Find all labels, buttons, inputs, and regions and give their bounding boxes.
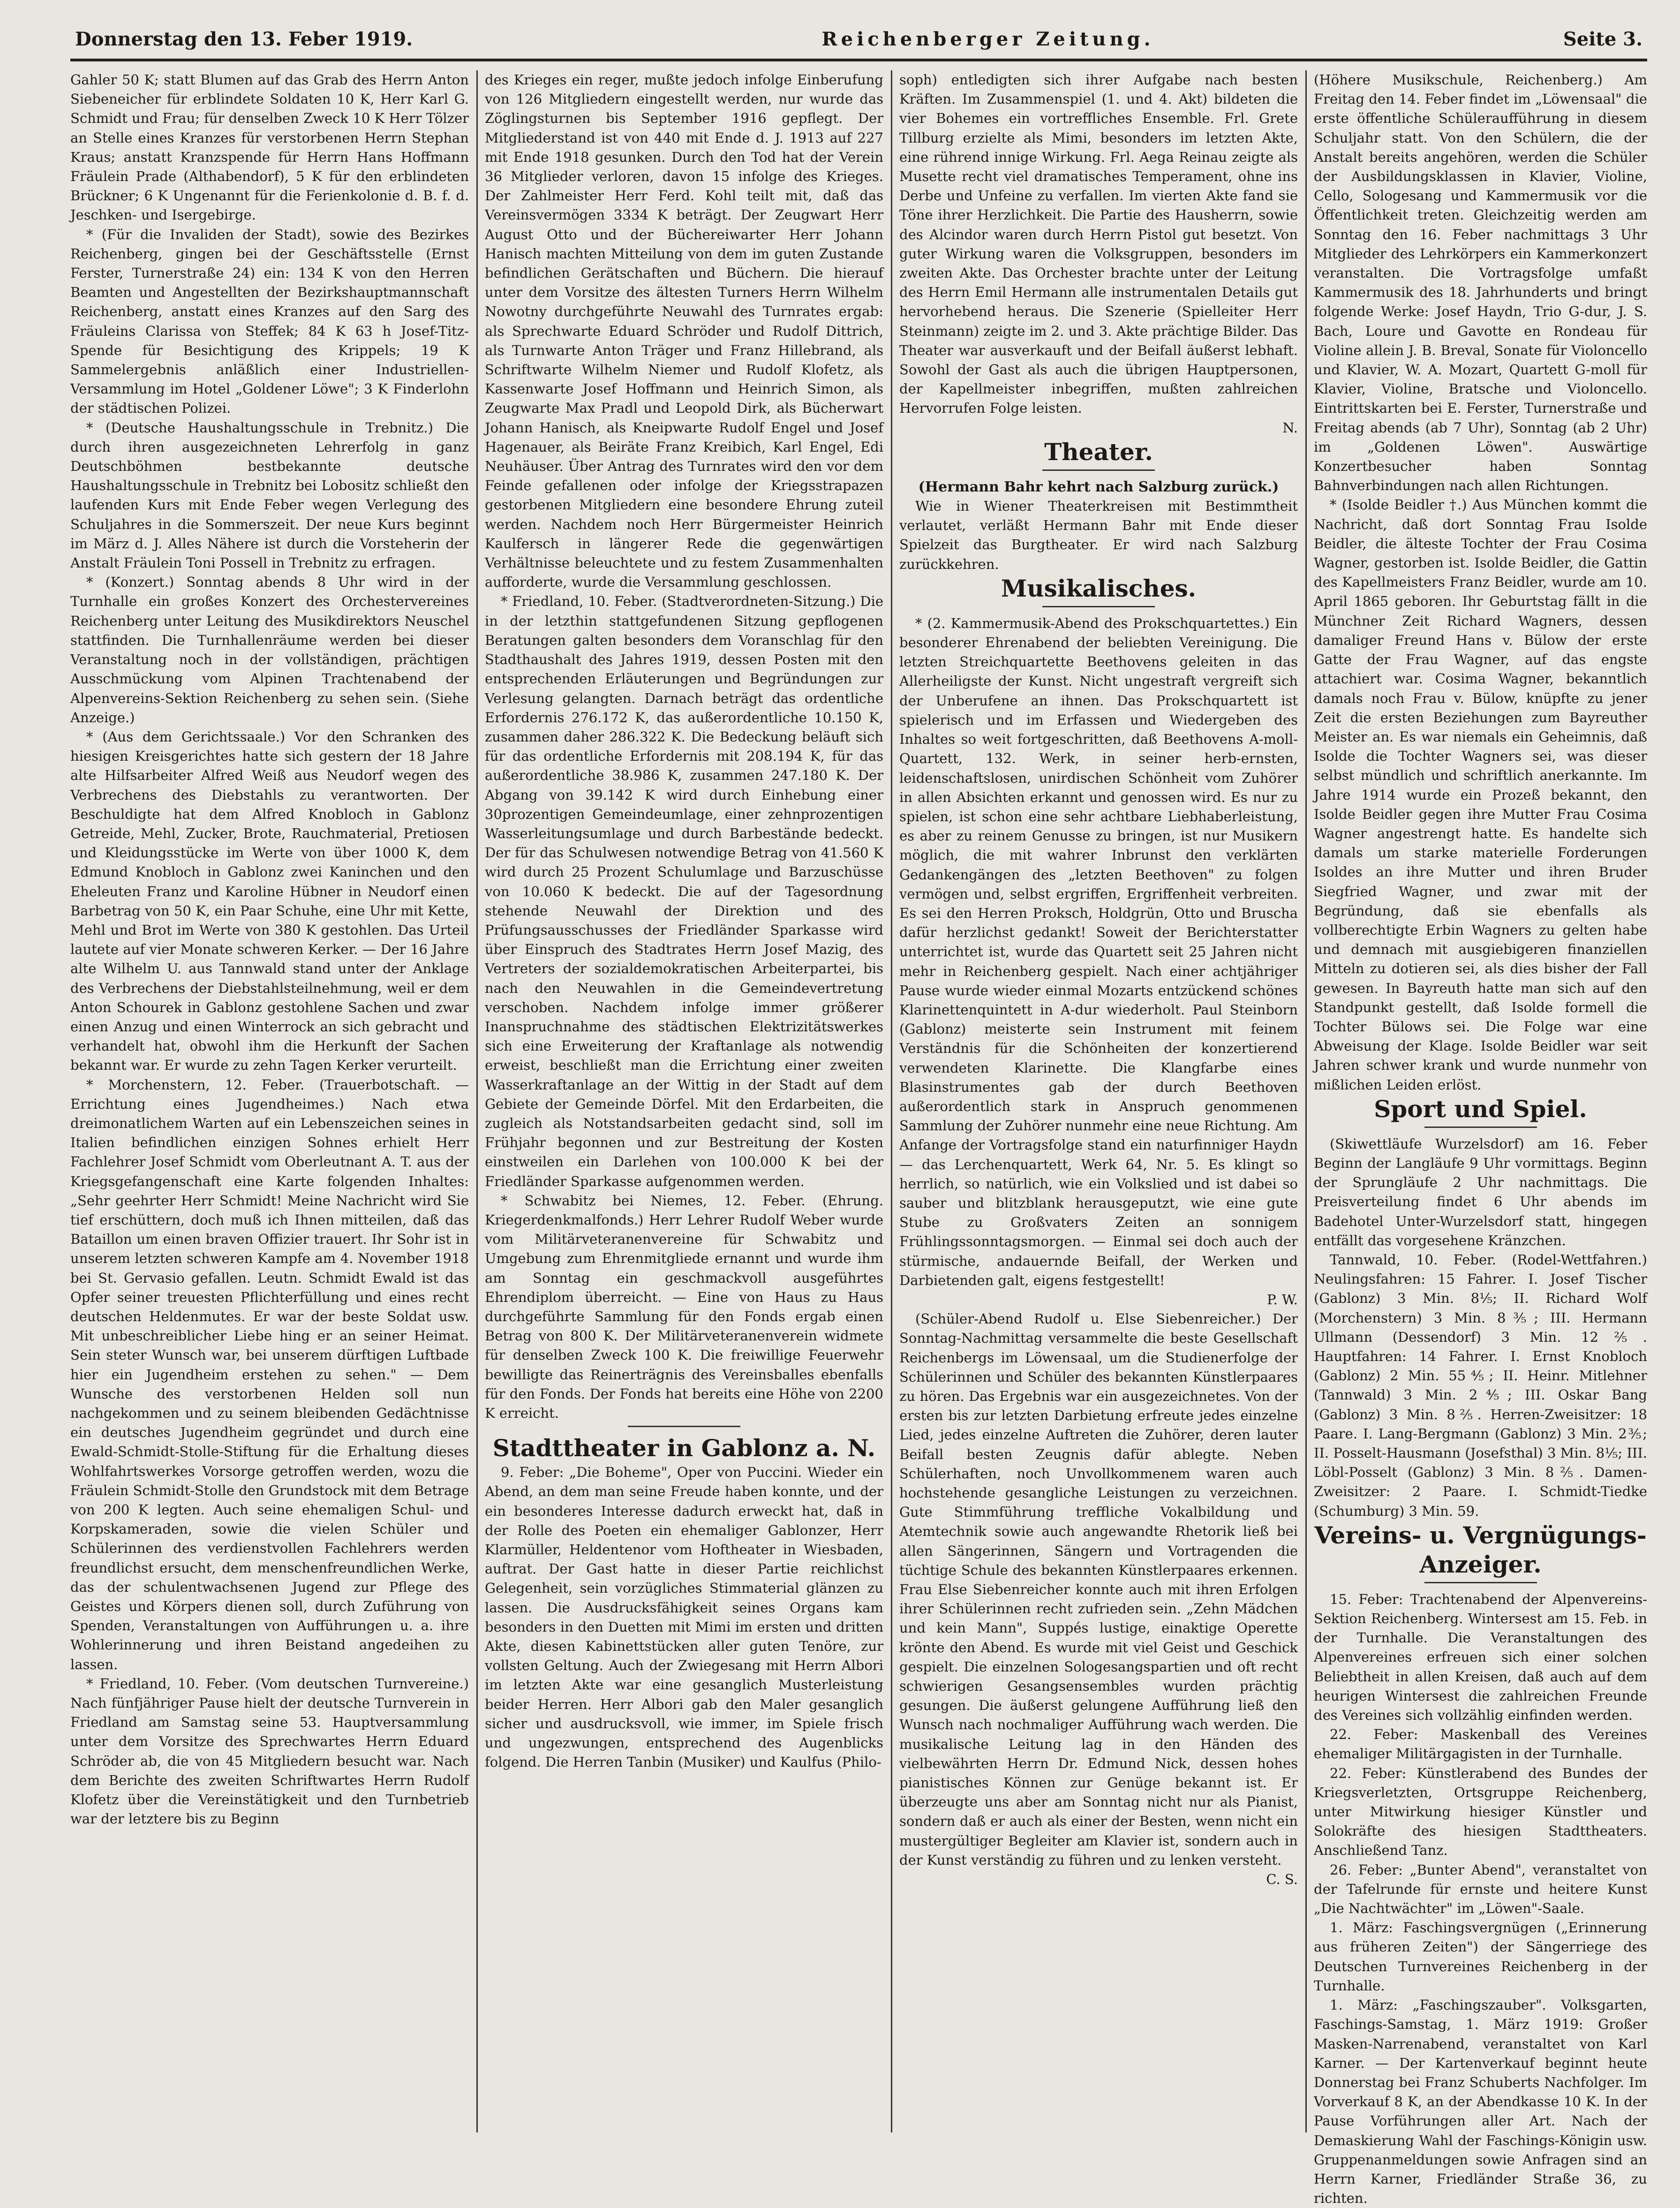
article-paragraph: 22. Feber: Künstlerabend des Bundes der Kriegsverletzten, Ortsgruppe Reichenberg, unter Mitwirkung hiesiger Künstler und Solokräfte des hiesigen Stadttheaters. Anschließend Tanz.	[1314, 1765, 1647, 1859]
signature: C. S.	[1266, 1871, 1298, 1888]
article-paragraph: 1. März: Faschingsvergnügen („Erinnerung aus früheren Zeiten") der Sängerriege des Deutschen Turnvereines Reichenberg in der Turnhalle.	[1314, 1920, 1647, 1994]
section-divider	[1042, 606, 1155, 607]
section-divider	[1424, 1127, 1537, 1128]
article-paragraph: 9. Feber: „Die Boheme", Oper von Puccini. Wieder ein Abend, an dem man seine Freude haben konnte, und der ein besonderes Interesse dadurch erweckt hat, daß in der Rolle des Poeten ein ehemaliger Gablonzer, Herr Klarmüller, Heldentenor vom Hoftheater in Wiesbaden, auftrat. Der Gast hatte in dieser Partie reichlichst Gelegenheit, sein vorzügliches Stimmaterial glänzen zu lassen. Die Ausdrucksfähigkeit seines Organs kam besonders in den Duetten mit Mimi im ersten und dritten Akte, diesen Kabinettstücken aller guten Tenöre, zur vollsten Geltung. Auch der Zwiegesang mit Herrn Albori im letzten Akte war eine gesanglich Musterleistung beider Herren. Herr Albori gab den Maler gesanglich sicher und ausdrucksvoll, wie immer, im Spiele frisch und ungezwungen, entsprechend des Augenblicks folgend. Die Herren Tanbin (Musiker) und Kaulfus (Philo-	[485, 1464, 883, 1770]
article-paragraph: * Friedland, 10. Feber. (Stadtverordneten-Sitzung.) Die in der letzthin stattgefundenen Sitzung gepflogenen Beratungen galten besonders dem Voranschlag für den Stadthaushalt des Jahres 1919, dessen Posten mit den entsprechenden Erläuterungen und Begründungen zur Verlesung gelangten. Darnach beträgt das ordentliche Erfordernis 276.172 K, das außerordentliche 10.150 K, zusammen daher 286.322 K. Die Bedeckung beläuft sich für das ordentliche Erfordernis mit 208.194 K, für das außerordentliche 38.986 K, zusammen 247.180 K. Der Abgang von 39.142 K wird durch Einhebung einer 30prozentigen Gemeindeumlage, einer zehnprozentigen Wasserleitungsumlage und durch Barbestände bedeckt. Der für das Schulwesen notwendige Betrag von 41.560 K wird durch 25 Prozent Schulumlage und Barzuschüsse von 10.060 K bedeckt. Die auf der Tagesordnung stehende Neuwahl der Direktion und des Prüfungsausschusses der Friedländer Sparkasse wird über Einspruch des Stadtrates Herrn Josef Mazig, des Vertreters der sozialdemokratischen Arbeiterpartei, bis nach den Neuwahlen in die Gemeindevertretung verschoben. Nachdem infolge immer größerer Inanspruchnahme des städtischen Elektrizitätswerkes sich eine Erweiterung der Kraftanlage als notwendig erweist, beschließt man die Errichtung einer zweiten Wasserkraftanlage an der Wittig in der Stadt auf dem Gebiete der Gemeinde Dörfel. Mit den Erdarbeiten, die zugleich als Notstandsarbeiten gedacht sind, soll im Frühjahr begonnen und zur Bestreitung der Kosten einstweilen ein Darlehen von 100.000 K bei der Friedländer Sparkasse aufgenommen werden.	[485, 593, 883, 1189]
section-subheadline: (Hermann Bahr kehrt nach Salzburg zurück.)	[918, 478, 1279, 495]
section-headline: Vereins- u. Vergnügungs-Anzeiger.	[1314, 1521, 1647, 1578]
article-paragraph: Tannwald, 10. Feber. (Rodel-Wettfahren.) Neulingsfahren: 15 Fahrer. I. Josef Tischer (Gablonz) 3 Min. 8⅕; II. Richard Wolf (Morchenstern) 3 Min. 8⅗; III. Hermann Ullmann (Dessendorf) 3 Min. 12⅖. Hauptfahren: 14 Fahrer. I. Ernst Knobloch (Gablonz) 2 Min. 55⅘; II. Heinr. Mitlehner (Tannwald) 3 Min. 2⅘; III. Oskar Bang (Gablonz) 3 Min. 8⅖. Herren-Zweisitzer: 18 Paare. I. Lang-Bergmann (Gablonz) 3 Min. 2⅗; II. Posselt-Hausmann (Josefsthal) 3 Min. 8⅕; III. Löbl-Posselt (Gablonz) 3 Min. 8⅖. Damen-Zweisitzer: 2 Paare. I. Schmidt-Tiedke (Schumburg) 3 Min. 59.	[1314, 1251, 1647, 1519]
article-paragraph: * Friedland, 10. Feber. (Vom deutschen Turnvereine.) Nach fünfjähriger Pause hielt der deutsche Turnverein in Friedland am Samstag seine 53. Hauptversammlung unter dem Vorsitze des Sprechwartes Herrn Eduard Schröder ab, die von 45 Mitgliedern besucht war. Nach dem Berichte des zweiten Schriftwartes Herrn Rudolf Klofetz über die Vereinstätigkeit und den Turnbetrieb war der letztere bis zu Beginn	[70, 1675, 469, 1827]
article-paragraph: soph) entledigten sich ihrer Aufgabe nach besten Kräften. Im Zusammenspiel (1. und 4. Akt) bildeten die vier Bohemes ein vortreffliches Ensemble. Frl. Grete Tillburg erzielte als Mimi, besonders im letzten Akte, eine rührend innige Wirkung. Frl. Aega Reinau zeigte als Musette recht viel dramatisches Temperament, ohne ins Derbe und Unfeine zu verfallen. Im vierten Akte fand sie Töne ihrer Herzlichkeit. Die Partie des Hausherrn, sowie des Alcindor waren durch Herrn Pistol gut besetzt. Von guter Wirkung waren die Volksgruppen, besonders im zweiten Akte. Das Orchester brachte unter der Leitung des Herrn Emil Hermann alle instrumentalen Details gut hervorhebend heraus. Die Szenerie (Spielleiter Herr Steinmann) zeigte im 2. und 3. Akte prächtige Bilder. Das Theater war ausverkauft und der Beifall äußerst lebhaft. Sowohl der Gast als auch die übrigen Hauptpersonen, der Kapellmeister inbegriffen, mußten zahlreichen Hervorrufen Folge leisten.	[899, 72, 1298, 416]
column-rule	[891, 70, 892, 2132]
column-2	[485, 70, 883, 2132]
article-paragraph: * (Isolde Beidler †.) Aus München kommt die Nachricht, daß dort Sonntag Frau Isolde Beidler, die älteste Tochter der Frau Cosima Wagner, gestorben ist. Isolde Beidler, die Gattin des Kapellmeisters Franz Beidler, wurde am 10. April 1865 geboren. Ihr Geburtstag fällt in die Münchner Zeit Richard Wagners, dessen damaliger Freund Hans v. Bülow der erste Gatte der Frau Wagner, auf das engste attachiert war. Cosima Wagner, bekanntlich damals noch Frau v. Bülow, knüpfte zu jener Zeit die ersten Beziehungen zum Bayreuther Meister an. Es war niemals ein Geheimnis, daß Isolde die Tochter Wagners sei, was dieser selbst mündlich und schriftlich anerkannte. Im Jahre 1914 wurde ein Prozeß bekannt, den Isolde Beidler gegen ihre Mutter Frau Cosima Wagner angestrengt hatte. Es handelte sich damals um starke materielle Forderungen Isoldes an ihre Mutter und ihren Bruder Siegfried Wagner, und zwar mit der Begründung, daß sie ebenfalls als vollberechtigte Erbin Wagners zu gelten habe und demnach mit ausgiebigeren finanziellen Mitteln zu dotieren sei, als dies bisher der Fall gewesen. In Bayreuth hatte man sich auf den Standpunkt gestellt, daß Isolde formell die Tochter Bülows sei. Die Folge war eine Abweisung der Klage. Isolde Beidler war seit Jahren schwer krank und wurde nunmehr von mißlichen Leiden erlöst.	[1314, 497, 1647, 1093]
article-paragraph: (Skiwettläufe Wurzelsdorf) am 16. Feber Beginn der Langläufe 9 Uhr vormittags. Beginn der Sprungläufe 2 Uhr nachmittags. Die Preisverteilung findet 6 Uhr abends im Badehotel Unter-Wurzelsdorf statt, hingegen entfällt das vorgesehene Kränzchen.	[1314, 1135, 1647, 1248]
section-divider	[1042, 469, 1155, 471]
article-paragraph: * (Für die Invaliden der Stadt), sowie des Bezirkes Reichenberg, gingen bei der Geschäftsstelle (Ernst Ferster, Turnerstraße 24) ein: 134 K von den Herren Beamten und Angestellten der Bezirkshauptmannschaft Reichenberg, anstatt eines Kranzes auf den Sarg des Fräuleins Clarissa von Steffek; 84 K 63 h Josef-Titz-Spende für Besichtigung des Krippels; 19 K Sammelergebnis anläßlich einer Industriellen-Versammlung im Hotel „Goldener Löwe"; 3 K Finderlohn der städtischen Polizei.	[70, 226, 469, 416]
signature: N.	[1282, 419, 1298, 436]
article-paragraph: * (Konzert.) Sonntag abends 8 Uhr wird in der Turnhalle ein großes Konzert des Orchestervereines Reichenberg unter Leitung des Musikdirektors Neuschel stattfinden. Die Turnhallenräume werden bei dieser Veranstaltung noch in der vollständigen, prächtigen Ausschmückung vom Alpinen Trachtenabend der Alpenvereins-Sektion Reichenberg zu sehen sein. (Siehe Anzeige.)	[70, 574, 469, 726]
column-4	[1314, 70, 1647, 2207]
column-3	[899, 70, 1298, 2132]
column-rule	[1305, 70, 1307, 2132]
article-paragraph: 26. Feber: „Bunter Abend", veranstaltet von der Tafelrunde für ernste und heitere Kunst „Die Nachtwächter" im „Löwen"-Saale.	[1314, 1861, 1647, 1917]
article-paragraph: des Krieges ein reger, mußte jedoch infolge Einberufung von 126 Mitgliedern eingestellt werden, nur wurde das Zöglingsturnen bis September 1916 gepflegt. Der Mitgliederstand ist von 440 mit Ende d. J. 1913 auf 227 mit Ende 1918 gesunken. Durch den Tod hat der Verein 36 Mitglieder verloren, davon 15 infolge des Krieges. Der Zahlmeister Herr Ferd. Kohl teilt mit, daß das Vereinsvermögen 3334 K beträgt. Der Zeugwart Herr August Otto und der Büchereiwarter Herr Johann Hanisch machten Mitteilung von dem im guten Zustande befindlichen Gerätschaften und Büchern. Die hierauf unter dem Vorsitze des ältesten Turners Herrn Wilhelm Nowotny durchgeführte Neuwahl des Turnrates ergab: als Sprechwarte Eduard Schröder und Rudolf Dittrich, als Turnwarte Anton Träger und Franz Hillebrand, als Schriftwarte Wilhelm Niemer und Rudolf Klofetz, als Kassenwarte Josef Hoffmann und Heinrich Simon, als Zeugwarte Max Pradl und Leopold Dirk, als Bücherwart Johann Hanisch, als Kneipwarte Rudolf Engel und Josef Hagenauer, als Beiräte Franz Kreibich, Karl Engel, Edi Neuhäuser. Über Antrag des Turnrates wird den vor dem Feinde gefallenen oder infolge der Kriegsstrapazen gestorbenen Mitgliedern eine besondere Ehrung zuteil werden. Nachdem noch Herr Bürgermeister Heinrich Kaulfersch in längerer Rede die gegenwärtigen Verhältnisse beleuchtete und zu festem Zusammenhalten aufforderte, wurde die Versammlung geschlossen.	[485, 72, 883, 590]
section-headline: Musikalisches.	[1001, 574, 1197, 602]
article-paragraph: 15. Feber: Trachtenabend der Alpenvereins-Sektion Reichenberg. Wintersest am 15. Feb. in der Turnhalle. Die Veranstaltungen des Alpenvereines erfreuen sich einer solchen Beliebtheit in allen Kreisen, daß auch auf dem heurigen Wintersest die zahlreichen Freunde des Vereines sich vollzählig einfinden werden.	[1314, 1591, 1647, 1724]
article-paragraph: * (Aus dem Gerichtssaale.) Vor den Schranken des hiesigen Kreisgerichtes hatte sich gestern der 18 Jahre alte Hilfsarbeiter Alfred Weiß aus Neudorf wegen des Verbrechens des Diebstahls zu verantworten. Der Beschuldigte hat dem Alfred Knobloch in Gablonz Getreide, Mehl, Zucker, Brote, Rauchmaterial, Pretiosen und Kleidungsstücke im Werte von über 1000 K, dem Edmund Knobloch in Gablonz zwei Kaninchen und den Eheleuten Franz und Karoline Hübner in Neudorf einen Barbetrag von 50 K, ein Paar Schuhe, eine Uhr mit Kette, Mehl und Brot im Werte von 380 K gestohlen. Das Urteil lautete auf vier Monate schweren Kerker. — Der 16 Jahre alte Wilhelm U. aus Tannwald stand unter der Anklage des Verbrechens der Diebstahlsteilnehmung, weil er dem Anton Schourek in Gablonz gestohlene Sachen und zwar einen Anzug und einen Winterrock an sich gebracht und verhandelt hat, obwohl ihm die Herkunft der Sachen bekannt war. Er wurde zu zehn Tagen Kerker verurteilt.	[70, 728, 469, 1074]
article-paragraph: Gahler 50 K; statt Blumen auf das Grab des Herrn Anton Siebeneicher für erblindete Soldaten 10 K, Herr Karl G. Schmidt und Frau; für denselben Zweck 10 K Herr Tölzer an Stelle eines Kranzes für verstorbenen Herrn Stephan Kraus; anstatt Kranzspende für Herrn Hans Hoffmann Fräulein Prade (Althabendorf), 5 K für den erblindeten Brückner; 6 K Ungenannt für die Ferienkolonie d. B. f. d. Jeschken- und Isergebirge.	[70, 72, 469, 223]
paper-name: Reichenberger Zeitung.	[821, 28, 1154, 50]
article-paragraph: * Schwabitz bei Niemes, 12. Feber. (Ehrung. Kriegerdenkmalfonds.) Herr Lehrer Rudolf Weber wurde vom Militärveteranenvereine für Schwabitz und Umgebung zum Ehrenmitgliede ernannt und wurde ihm am Sonntag ein geschmackvoll ausgeführtes Ehrendiplom überreicht. — Eine von Haus zu Haus durchgeführte Sammlung für den Fonds ergab einen Betrag von 800 K. Der Militärveteranenverein widmete für denselben Zweck 100 K. Die freiwillige Feuerwehr bewilligte das Reinerträgnis des Vereinsballes ebenfalls für den Fonds. Der Fonds hat bereits eine Höhe von 2200 K erreicht.	[485, 1192, 883, 1422]
page-number: Seite 3.	[1563, 28, 1642, 50]
section-headline: Theater.	[1044, 438, 1153, 466]
article-paragraph: 22. Feber: Maskenball des Vereines ehemaliger Militärgagisten in der Turnhalle.	[1314, 1726, 1647, 1762]
columns	[70, 70, 1647, 2207]
section-divider	[628, 1426, 740, 1427]
section-headline: Sport und Spiel.	[1374, 1095, 1587, 1123]
article-paragraph: 1. März: „Faschingszauber". Volksgarten, Faschings-Samstag, 1. März 1919: Großer Masken-Narrenabend, veranstaltet von Karl Karner. — Der Kartenverkauf beginnt heute Donnerstag bei Franz Schuberts Nachfolger. Im Vorverkauf 8 K, an der Abendkasse 10 K. In der Pause Vorführungen aller Art. Nach der Demaskierung Wahl der Faschings-Königin usw. Gruppenanmeldungen sowie Anfragen sind an Herrn Karner, Friedländer Straße 36, zu richten.	[1314, 1997, 1647, 2207]
article-paragraph: * Morchenstern, 12. Feber. (Trauerbotschaft. — Errichtung eines Jugendheimes.) Nach etwa dreimonatlichem Warten auf ein Lebenszeichen seines in Italien befindlichen einzigen Sohnes erhielt Herr Fachlehrer Josef Schmidt vom Oberleutnant A. T. aus der Kriegsgefangenschaft eine Karte folgenden Inhaltes: „Sehr geehrter Herr Schmidt! Meine Nachricht wird Sie tief erschüttern, doch muß ich Ihnen mitteilen, daß das Bataillon um einen braven Offizier trauert. Ihr Sohr ist in unserem letzten schweren Kampfe am 4. November 1918 bei St. Gervasio gefallen. Leutn. Schmidt Ewald ist das Opfer seiner treuesten Pflichterfüllung und eines recht deutschen Heldenmutes. Er war der beste Soldat usw. Mit unbeschreiblicher Liebe hing er an seiner Heimat. Sein steter Wunsch war, bei unserem dürftigen Luftbade hier ein Jugendheim erstehen zu sehen." — Dem Wunsche des verstorbenen Helden soll nun nachgekommen und zu seinem bleibenden Gedächtnisse ein deutsches Jugendheim gegründet und durch eine Ewald-Schmidt-Stolle-Stiftung für die Erhaltung dieses Wohlfahrtswerkes Vorsorge getroffen werden, wozu die Fräulein Schmidt-Stolle den Grundstock mit dem Betrage von 200 K legten. Auch seine ehemaligen Schul- und Korpskameraden, sowie die vielen Schüler und Schülerinnen des verdienstvollen Fachlehrers werden freundlichst ersucht, dem menschenfreundlichen Werke, das der schulentwachsenen Jugend zur Pflege des Geistes und Körpers dienen soll, durch Zuführung von Spenden, Veranstaltungen von Aufführungen u. a. ihre Wohlerinnerung und ihren Beistand angedeihen zu lassen.	[70, 1076, 469, 1672]
article-paragraph: * (Deutsche Haushaltungsschule in Trebnitz.) Die durch ihren ausgezeichneten Lehrerfolg in ganz Deutschböhmen bestbekannte deutsche Haushaltungsschule in Trebnitz bei Lobositz schließt den laufenden Kurs mit Ende Feber wegen Verlegung des Schuljahres in die Sommerszeit. Der neue Kurs beginnt im März d. J. Alles Nähere ist durch die Vorsteherin der Anstalt Fräulein Toni Possell in Trebnitz zu erfragen.	[70, 419, 469, 571]
signature: P. W.	[1266, 1291, 1298, 1308]
column-1	[70, 70, 469, 2132]
theater-headline: Stadttheater in Gablonz a. N.	[492, 1434, 876, 1462]
article-paragraph: (Schüler-Abend Rudolf u. Else Siebenreicher.) Der Sonntag-Nachmittag versammelte die beste Gesellschaft Reichenbergs im Löwensaal, um die Studienerfolge der Schülerinnen und Schüler des bekannten Künstlerpaares zu hören. Das Ergebnis war ein ausgezeichnetes. Von der ersten bis zur letzten Darbietung erfreute jedes einzelne Lied, jedes einzelne Auftreten die Zuhörer, deren lauter Beifall besten Zeugnis dafür ablegte. Neben Schülerhaften, noch Unvollkommenem waren auch hochstehende gesangliche Leistungen zu verzeichnen. Gute Stimmführung treffliche Vokalbildung und Atemtechnik sowie auch angewandte Rhetorik ließ bei allen Sängerinnen, Sängern und Vortragenden die tüchtige Schule des bekannten Künstlerpaares erkennen. Frau Else Siebenreicher konnte auch mit ihren Erfolgen ihrer Schülerinnen recht zufrieden sein. „Zehn Mädchen und kein Mann", Suppés lustige, einaktige Operette krönte den Abend. Es wurde mit viel Geist und Geschick gespielt. Die einzelnen Sologesangspartien und oft recht schwierigen Gesangsensembles wurden prächtig gesungen. Die äußerst gelungene Aufführung ließ den Wunsch nach nochmaliger Aufführung wach werden. Die musikalische Leitung lag in den Händen des vielbewährten Herrn Dr. Edmund Nick, dessen hohes pianistisches Können zur Genüge bekannt ist. Er überzeugte uns aber am Sonntag nicht nur als Pianist, sondern daß er auch als einer der Besten, wenn nicht ein mustergültiger Begleiter am Klavier ist, sondern auch in der Kunst verständig zu führen und zu lenken versteht.	[899, 1311, 1298, 1868]
article-paragraph: Wie in Wiener Theaterkreisen mit Bestimmtheit verlautet, verläßt Hermann Bahr mit Ende dieser Spielzeit das Burgtheater. Er wird nach Salzburg zurückkehren.	[899, 498, 1298, 572]
section-divider	[1424, 1582, 1537, 1583]
issue-date: Donnerstag den 13. Feber 1919.	[75, 28, 413, 50]
article-paragraph: * (2. Kammermusik-Abend des Prokschquartettes.) Ein besonderer Ehrenabend der beliebten Vereinigung. Die letzten Streichquartette Beethovens geleiten in das Allerheiligste der Kunst. Nicht ungestraft vergreift sich der Unberufene an ihnen. Das Prokschquartett ist spielerisch und im Erfassen und Wiedergeben des Inhaltes so weit fortgeschritten, daß Beethovens A-moll-Quartett, 132. Werk, in seiner herb-ernsten, leidenschaftslosen, unirdischen Schönheit vom Zuhörer in allen Absichten erkannt und genossen wird. Es nur zu spielen, ist schon eine sehr achtbare Liebhaberleistung, es aber zu reinem Genusse zu bringen, ist nur Musikern möglich, die mit wahrer Inbrunst den verklärten Gedankengängen des „letzten Beethoven" zu folgen vermögen und, selbst ergriffen, Ergriffenheit verbreiten. Es sei den Herren Proksch, Holdgrün, Otto und Bruscha dafür herzlichst gedankt! Soweit der Berichterstatter unterrichtet ist, wurde das Quartett seit 25 Jahren nicht mehr in Reichenberg gespielt. Nach einer achtjähriger Pause wurde wieder einmal Mozarts entzückend schönes Klarinettenquintett in A-dur wiederholt. Paul Steinborn (Gablonz) meisterte sein Instrument mit feinem Verständnis für die Schönheiten der konzertierend verwendeten Klarinette. Die Klangfarbe eines Blasinstrumentes gab der durch Beethoven außerordentlich stark in Anspruch genommenen Sammlung der Zuhörer nunmehr eine neue Richtung. Am Anfange der Vortragsfolge stand ein naturfinniger Haydn — das Lerchenquartett, Werk 64, Nr. 5. Es klingt so herrlich, so natürlich, wie ein Volkslied und ist dabei so sauber und blitzblank herausgeputzt, wie eine gute Stube zu Großvaters Zeiten an sonnigem Frühlingssonntagsmorgen. — Einmal sei doch auch der stürmische, andauernde Beifall, der Werken und Darbietenden galt, eigens festgestellt!	[899, 615, 1298, 1288]
column-rule	[476, 70, 478, 2132]
article-paragraph: (Höhere Musikschule, Reichenberg.) Am Freitag den 14. Feber findet im „Löwensaal" die erste öffentliche Schüleraufführung in diesem Schuljahr statt. Von den Schülern, die der Anstalt bereits angehören, werden die Schüler der Ausbildungsklassen in Klavier, Violine, Cello, Sologesang und Kammermusik vor die Öffentlichkeit treten. Gleichzeitig werden am Sonntag den 16. Feber nachmittags 3 Uhr Mitglieder des Lehrkörpers ein Kammerkonzert veranstalten. Die Vortragsfolge umfaßt Kammermusik des 18. Jahrhunderts und bringt folgende Werke: Josef Haydn, Trio G-dur, J. S. Bach, Loure und Gavotte en Rondeau für Violine allein J. B. Breval, Sonate für Violoncello und Klavier, W. A. Mozart, Quartett G-moll für Klavier, Violine, Bratsche und Violoncello. Eintrittskarten bei E. Ferster, Turnerstraße und Freitag abends (ab 7 Uhr), Sonntag (ab 2 Uhr) im „Goldenen Löwen". Auswärtige Konzertbesucher haben Sonntag Bahnverbindungen nach allen Richtungen.	[1314, 72, 1647, 494]
masthead	[70, 28, 1647, 61]
